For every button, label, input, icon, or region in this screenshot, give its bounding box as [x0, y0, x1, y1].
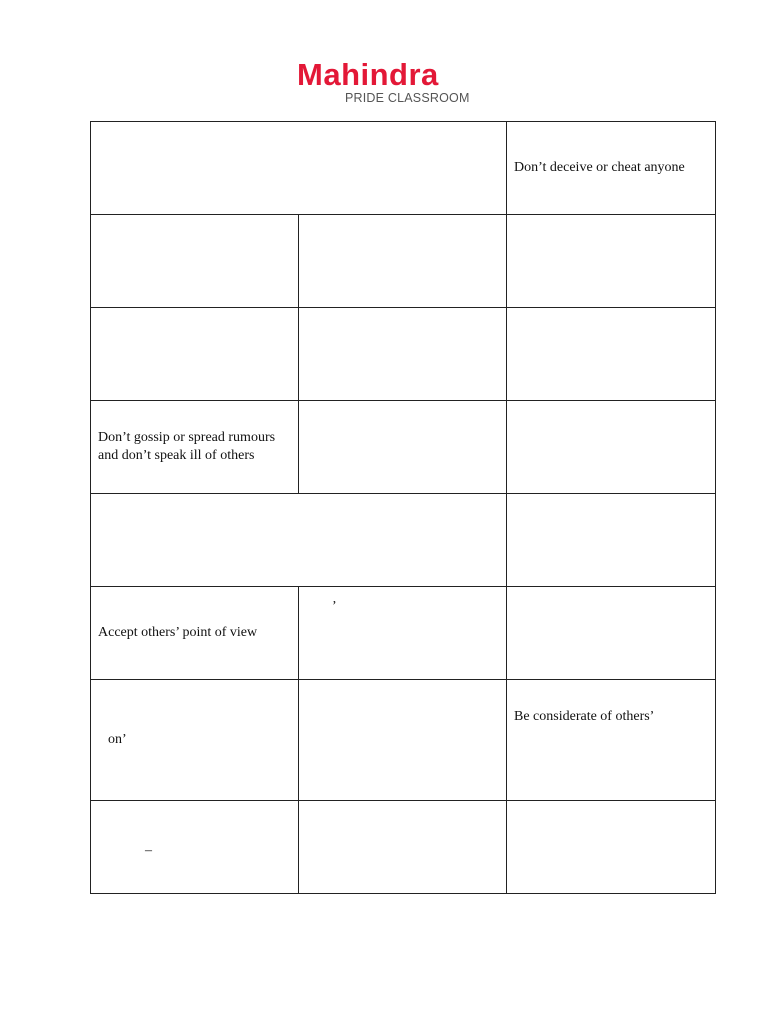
table-cell: Be considerate of others’ — [507, 680, 716, 801]
table-cell — [507, 494, 716, 587]
table-cell — [91, 308, 299, 401]
table-cell — [91, 680, 299, 801]
values-table — [90, 121, 716, 894]
fragment-text: on’ — [108, 732, 127, 747]
table-row — [91, 308, 716, 401]
table-cell — [91, 801, 299, 894]
table-row — [91, 587, 716, 680]
table-cell — [507, 587, 716, 680]
table-cell — [507, 801, 716, 894]
brand-subtitle: PRIDE CLASSROOM — [345, 91, 470, 105]
table-row — [91, 680, 716, 801]
table-cell: Don’t deceive or cheat anyone — [507, 122, 716, 215]
table-cell — [507, 308, 716, 401]
table-cell — [91, 215, 299, 308]
table-cell: Accept others’ point of view — [91, 587, 299, 680]
table-cell — [299, 401, 507, 494]
table-row — [91, 215, 716, 308]
dash-mark: – — [145, 843, 152, 858]
table-cell — [507, 401, 716, 494]
table-cell — [507, 215, 716, 308]
table-cell — [299, 801, 507, 894]
table-row — [91, 122, 716, 215]
table-row — [91, 401, 716, 494]
table-cell — [91, 494, 507, 587]
table-cell — [299, 215, 507, 308]
brand-name: Mahindra — [297, 57, 439, 92]
table-row — [91, 494, 716, 587]
table-cell — [299, 308, 507, 401]
mahindra-logo — [297, 58, 472, 108]
stray-apostrophe: ’ — [332, 599, 337, 614]
table-cell: Don’t gossip or spread rumours and don’t speak ill of others — [91, 401, 299, 494]
table-cell — [91, 122, 507, 215]
table-cell — [299, 587, 507, 680]
table-row — [91, 801, 716, 894]
table-cell — [299, 680, 507, 801]
